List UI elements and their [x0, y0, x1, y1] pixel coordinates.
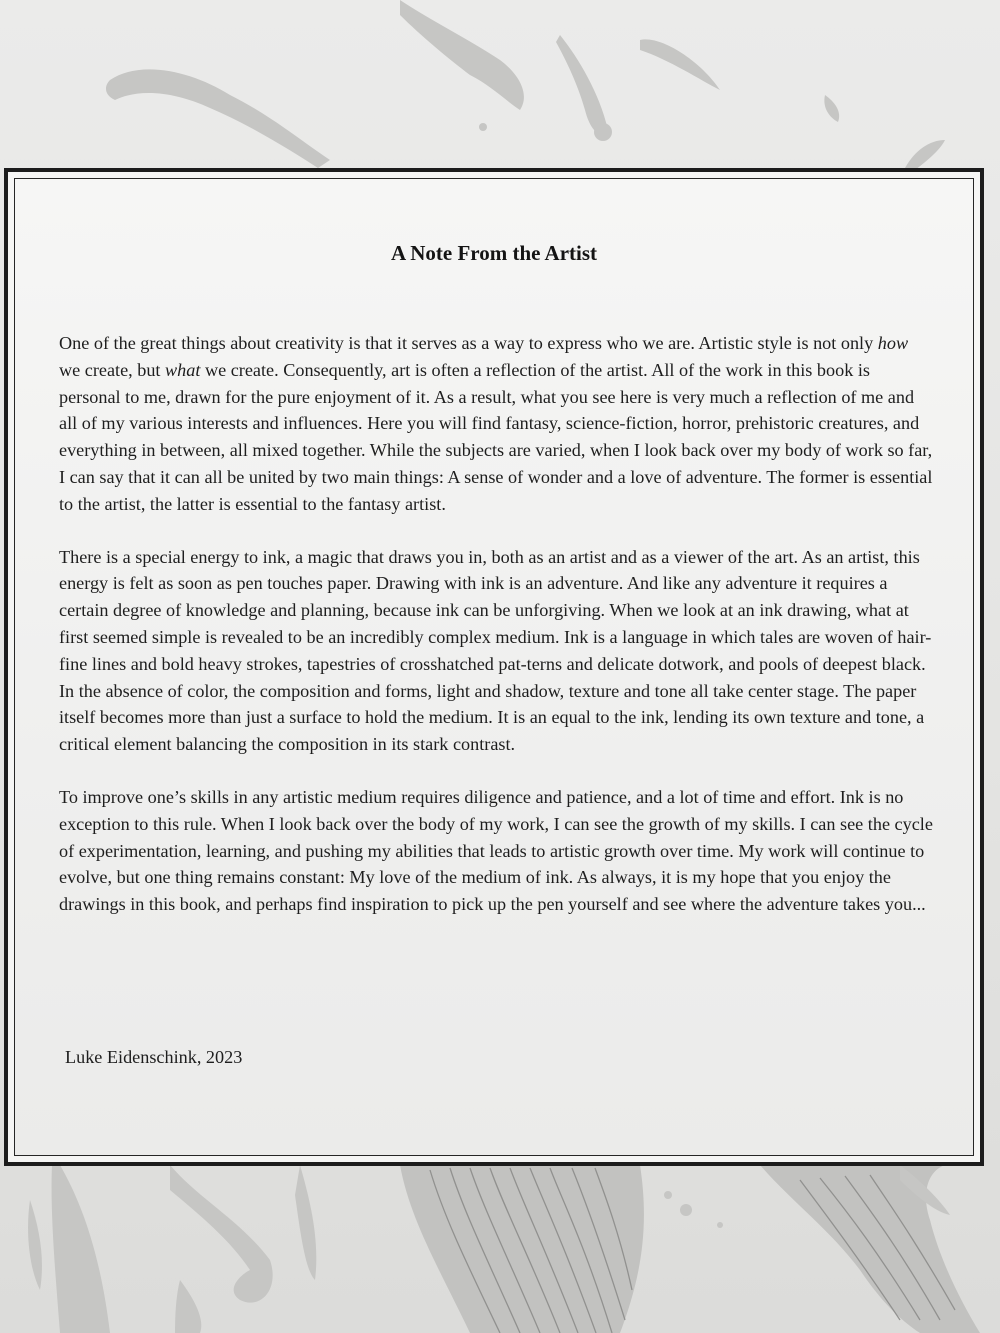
artist-signature: Luke Eidenschink, 2023 — [65, 1047, 243, 1067]
paragraph-ink-energy: There is a special energy to ink, a magic that draws you in, both as an artist and as a viewer of the art. As an artist, this energy is felt as soon as pen touches paper. Drawing with ink is an adventure. And like any adventure it requires a certain degree of knowledge and planning, because ink can be unforgiving. When we look at an ink drawing, what at first seemed simple is revealed to be an incredibly complex medium. Ink is a language in which tales are woven of hair-fine lines and bold heavy strokes, tapestries of crosshatched pat-terns and delicate dotwork, and pools of deepest black. In the absence of color, the composition and forms, light and shadow, texture and tone all take center stage. The paper itself becomes more than just a surface to hold the medium. It is an equal to the ink, lending its own texture and tone, a critical element balancing the composition in its stark contrast. — [59, 546, 932, 755]
paragraph-1-middle: we create, but — [59, 359, 166, 380]
note-title: A Note From the Artist — [390, 241, 598, 265]
paragraph-creativity — [59, 330, 933, 518]
note-body — [59, 330, 933, 944]
note-border-frame — [4, 168, 984, 1166]
emphasis-how: how — [877, 333, 909, 353]
paragraph-1-end: we create. Consequently, art is often a reflection of the artist. All of the work in this book is personal to me, drawn for the pure enjoyment of it. As a result, what you see here is very much a reflection of me and all of my various interests and influences. Here you will find fantasy, science-fiction, horror, prehistoric creatures, and everything in between, all mixed together. While the subjects are varied, when I look back over my body of work so far, I can say that it can all be united by two main things: A sense of wonder and a love of adventure. The former is essential to the artist, the latter is essential to the fantasy artist. — [59, 359, 933, 514]
paragraph-1-start: One of the great things about creativity is that it serves as a way to express who we are. Artistic style is not only — [59, 333, 878, 353]
paragraph-improving-skills: To improve one’s skills in any artistic medium requires diligence and patience, and a lot of time and effort. Ink is no exception to this rule. When I look back over the body of my work, I can see the growth of my skills. I can see the cycle of experimentation, learning, and pushing my abilities that leads to artistic growth over time. My work will continue to evolve, but one thing remains constant: My love of the medium of ink. As always, it is my hope that you enjoy the drawings in this book, and perhaps find inspiration to pick up the pen yourself and see where the adventure takes you... — [59, 786, 933, 915]
emphasis-what: what — [165, 359, 201, 380]
note-panel — [14, 178, 974, 1156]
